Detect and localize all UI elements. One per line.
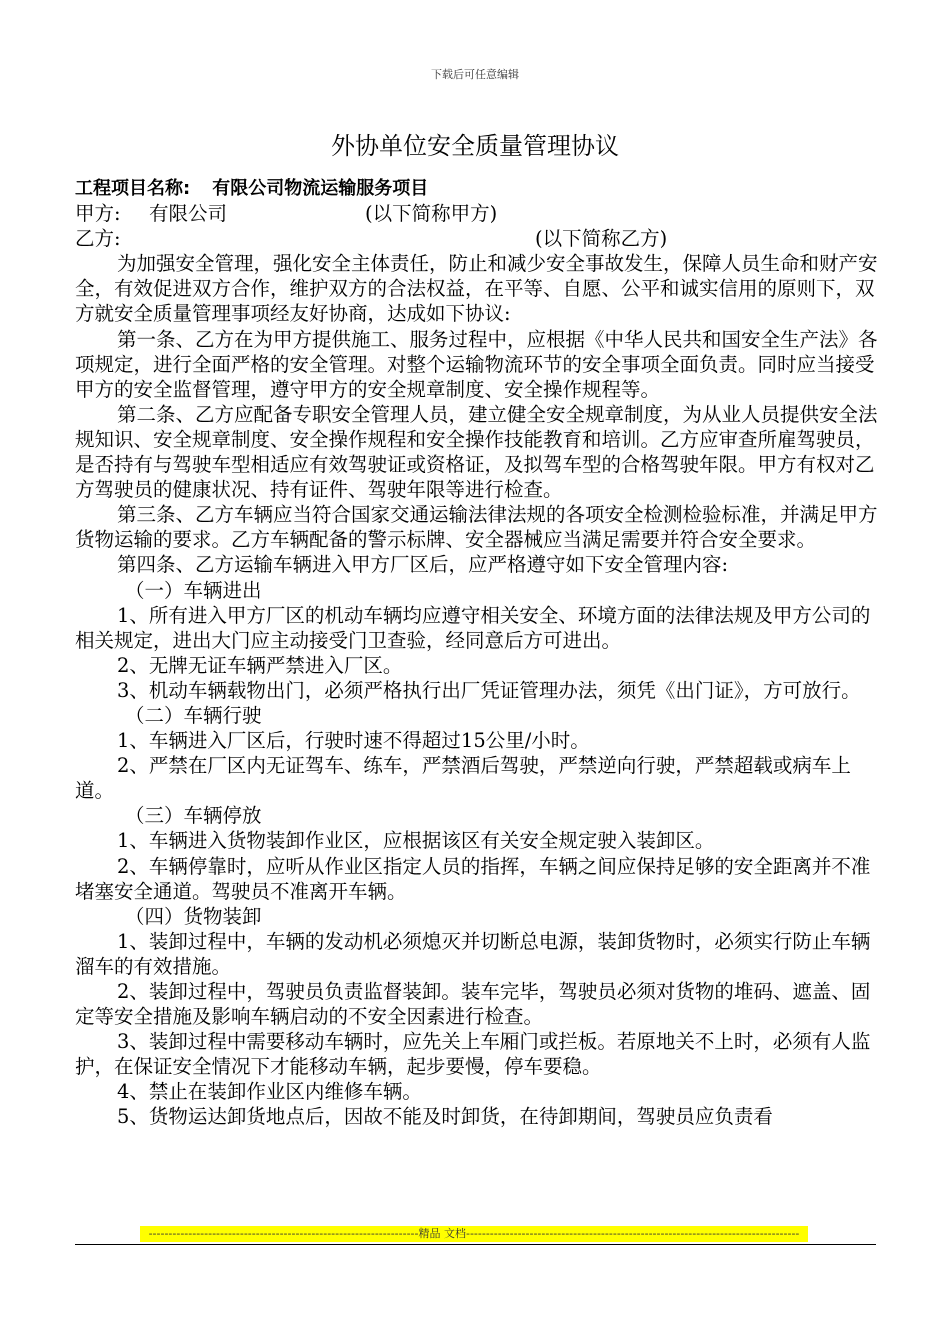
section-item: 2、严禁在厂区内无证驾车、练车，严禁酒后驾驶，严禁逆向行驶，严禁超载或病车上道。 — [75, 754, 851, 803]
project-value: 有限公司物流运输服务项目 — [212, 178, 429, 199]
section-heading: （四）货物装卸 — [125, 904, 262, 928]
footer-watermark-strip: --------------------------------------------------------------------精品 文档------------------------------------------------------------------------------------ — [140, 1226, 808, 1242]
section-item: 2、无牌无证车辆严禁进入厂区。 — [117, 653, 403, 677]
preamble-paragraph: 为加强安全管理，强化安全主体责任，防止和减少安全事故发生，保障人员生命和财产安全，有效促进双方合作，维护双方的合法权益，在平等、自愿、公平和诚实信用的原则下，双方就安全质量管理事项经友好协商，达成如下协议: — [75, 252, 878, 326]
document-title: 外协单位安全质量管理协议 — [331, 132, 619, 160]
party-a-line — [75, 201, 885, 226]
section-item: 3、机动车辆载物出门，必须严格执行出厂凭证管理办法，须凭《出门证》，方可放行。 — [117, 678, 861, 702]
section-item: 4、禁止在装卸作业区内维修车辆。 — [117, 1080, 422, 1104]
section-item: 1、车辆进入厂区后，行驶时速不得超过15公里/小时。 — [117, 729, 590, 753]
party-b-line — [75, 226, 885, 251]
section-item: 3、装卸过程中需要移动车辆时，应先关上车厢门或拦板。若原地关不上时，必须有人监护，在保证安全情况下才能移动车辆，起步要慢，停车要稳。 — [75, 1030, 871, 1079]
article-2-paragraph: 第二条、乙方应配备专职安全管理人员，建立健全安全规章制度，为从业人员提供安全法规知识、安全规章制度、安全操作规程和安全操作技能教育和培训。乙方应审查所雇驾驶员，是否持有与驾驶车型相适应有效驾驶证或资格证，及拟驾车型的合格驾驶年限。甲方有权对乙方驾驶员的健康状况、持有证件、驾驶年限等进行检查。 — [75, 402, 878, 502]
document-body — [75, 176, 885, 1130]
section-heading: （一）车辆进出 — [125, 578, 262, 602]
article-3-paragraph: 第三条、乙方车辆应当符合国家交通运输法律法规的各项安全检测检验标准，并满足甲方货物运输的要求。乙方车辆配备的警示标牌、安全器械应当满足需要并符合安全要求。 — [75, 503, 878, 552]
section-heading: （二）车辆行驶 — [125, 703, 262, 727]
party-b-label: 乙方: — [75, 227, 121, 251]
section-item: 5、货物运达卸货地点后，因故不能及时卸货，在待卸期间，驾驶员应负责看 — [117, 1105, 773, 1129]
party-a-value: 有限公司 — [149, 202, 228, 226]
section-item: 1、装卸过程中，车辆的发动机必须熄灭并切断总电源，装卸货物时，必须实行防止车辆溜车的有效措施。 — [75, 929, 871, 978]
section-item: 1、车辆进入货物装卸作业区，应根据该区有关安全规定驶入装卸区。 — [117, 829, 715, 853]
section-heading: （三）车辆停放 — [125, 804, 262, 828]
project-label: 工程项目名称: — [75, 178, 191, 199]
footer-divider — [75, 1244, 876, 1245]
section-item: 2、车辆停靠时，应听从作业区指定人员的指挥，车辆之间应保持足够的安全距离并不准堵塞安全通道。驾驶员不准离开车辆。 — [75, 854, 871, 903]
header-note: 下载后可任意编辑 — [431, 68, 519, 81]
section-item: 1、所有进入甲方厂区的机动车辆均应遵守相关安全、环境方面的法律法规及甲方公司的相关规定，进出大门应主动接受门卫查验，经同意后方可进出。 — [75, 603, 871, 652]
article-1-paragraph: 第一条、乙方在为甲方提供施工、服务过程中，应根据《中华人民共和国安全生产法》各项规定，进行全面严格的安全管理。对整个运输物流环节的安全事项全面负责。同时应当接受甲方的安全监督管理，遵守甲方的安全规章制度、安全操作规程等。 — [75, 327, 878, 401]
party-b-alias: (以下简称乙方) — [535, 227, 668, 251]
party-a-alias: (以下简称甲方) — [365, 202, 498, 226]
project-line — [75, 176, 885, 201]
section-item: 2、装卸过程中，驾驶员负责监督装卸。装车完毕，驾驶员必须对货物的堆码、遮盖、固定等安全措施及影响车辆启动的不安全因素进行检查。 — [75, 980, 871, 1029]
article-4-paragraph: 第四条、乙方运输车辆进入甲方厂区后，应严格遵守如下安全管理内容: — [117, 553, 729, 577]
party-a-label: 甲方: — [75, 202, 121, 226]
